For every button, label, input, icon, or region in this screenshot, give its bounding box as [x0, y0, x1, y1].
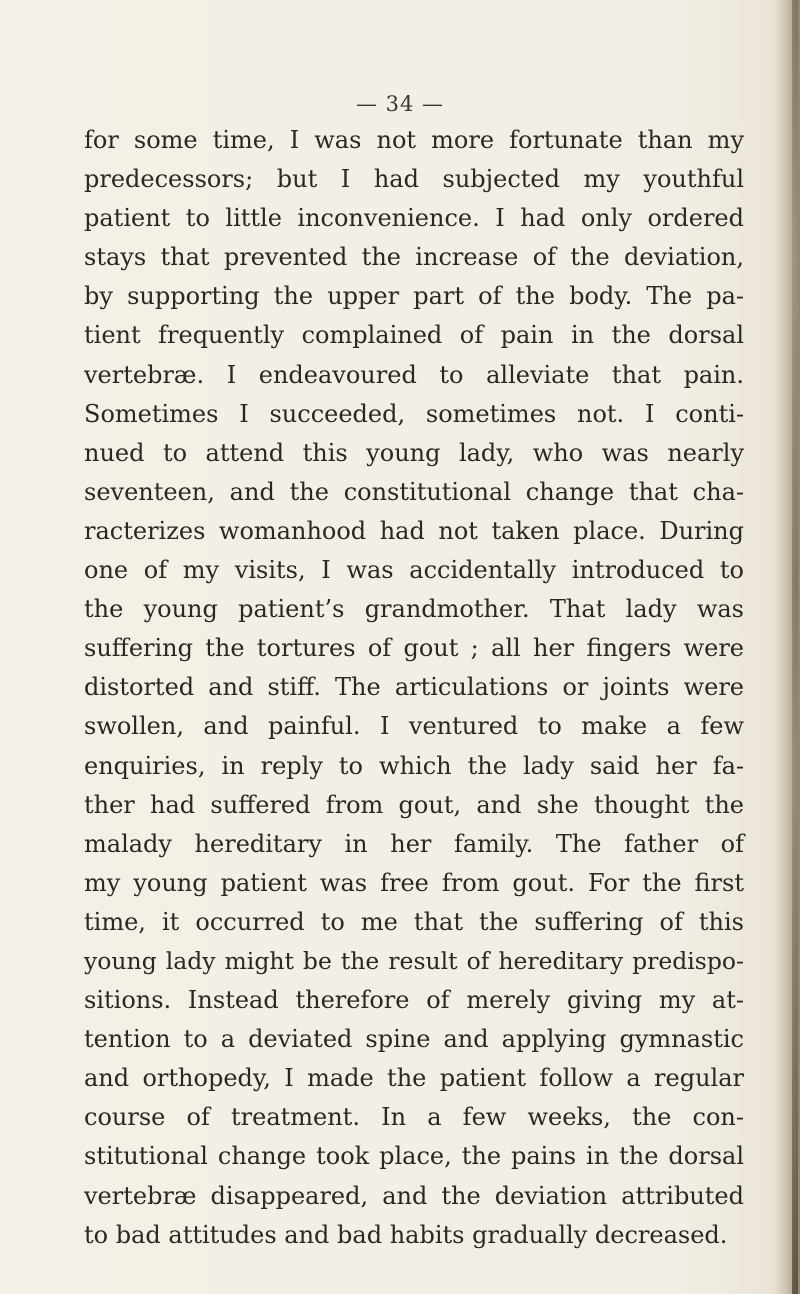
text-line: seventeen, and the constitutional change that cha-: [84, 477, 744, 506]
text-line: course of treatment. In a few weeks, the con-: [84, 1103, 744, 1132]
text-line: the young patient’s grandmother. That lady was: [84, 595, 744, 624]
text-line: ther had suffered from gout, and she thought the: [84, 790, 744, 819]
text-line: by supporting the upper part of the body. The pa-: [84, 282, 744, 311]
text-line: stitutional change took place, the pains in the dorsal: [84, 1142, 744, 1171]
text-line: racterizes womanhood had not taken place. During: [84, 516, 744, 545]
text-line: swollen, and painful. I ventured to make a few: [84, 712, 744, 741]
page-number: — 34 —: [355, 92, 445, 116]
text-line: distorted and stiff. The articulations or joints were: [84, 673, 744, 702]
text-line: predecessors; but I had subjected my youthful: [84, 165, 744, 194]
text-line: one of my visits, I was accidentally introduced to: [84, 556, 744, 585]
text-line: stays that prevented the increase of the deviation,: [84, 243, 744, 272]
text-line: nued to attend this young lady, who was nearly: [84, 438, 744, 467]
text-line: my young patient was free from gout. For the first: [84, 868, 744, 897]
text-line: tient frequently complained of pain in the dorsal: [84, 321, 744, 350]
text-line: vertebræ. I endeavoured to alleviate that pain.: [84, 360, 744, 389]
binding-edge: [792, 0, 798, 1294]
text-line: for some time, I was not more fortunate than my: [84, 126, 744, 154]
text-line: patient to little inconvenience. I had only ordered: [84, 204, 744, 233]
text-line: malady hereditary in her family. The father of: [84, 829, 744, 858]
text-line: time, it occurred to me that the suffering of this: [84, 907, 744, 936]
text-line: enquiries, in reply to which the lady said her fa-: [84, 751, 744, 780]
text-line: vertebræ disappeared, and the deviation attributed: [84, 1181, 744, 1210]
text-line: and orthopedy, I made the patient follow a regular: [84, 1064, 744, 1093]
text-line: tention to a deviated spine and applying gymnastic: [84, 1025, 744, 1054]
body-text: [84, 121, 744, 1255]
text-line: sitions. Instead therefore of merely giving my at-: [84, 986, 744, 1015]
text-line: Sometimes I succeeded, sometimes not. I conti-: [84, 399, 744, 428]
text-line: young lady might be the result of hereditary predispo-: [84, 946, 744, 975]
text-line-last: to bad attitudes and bad habits gradually decreased.: [84, 1220, 728, 1249]
text-line: suffering the tortures of gout ; all her fingers were: [84, 634, 744, 663]
